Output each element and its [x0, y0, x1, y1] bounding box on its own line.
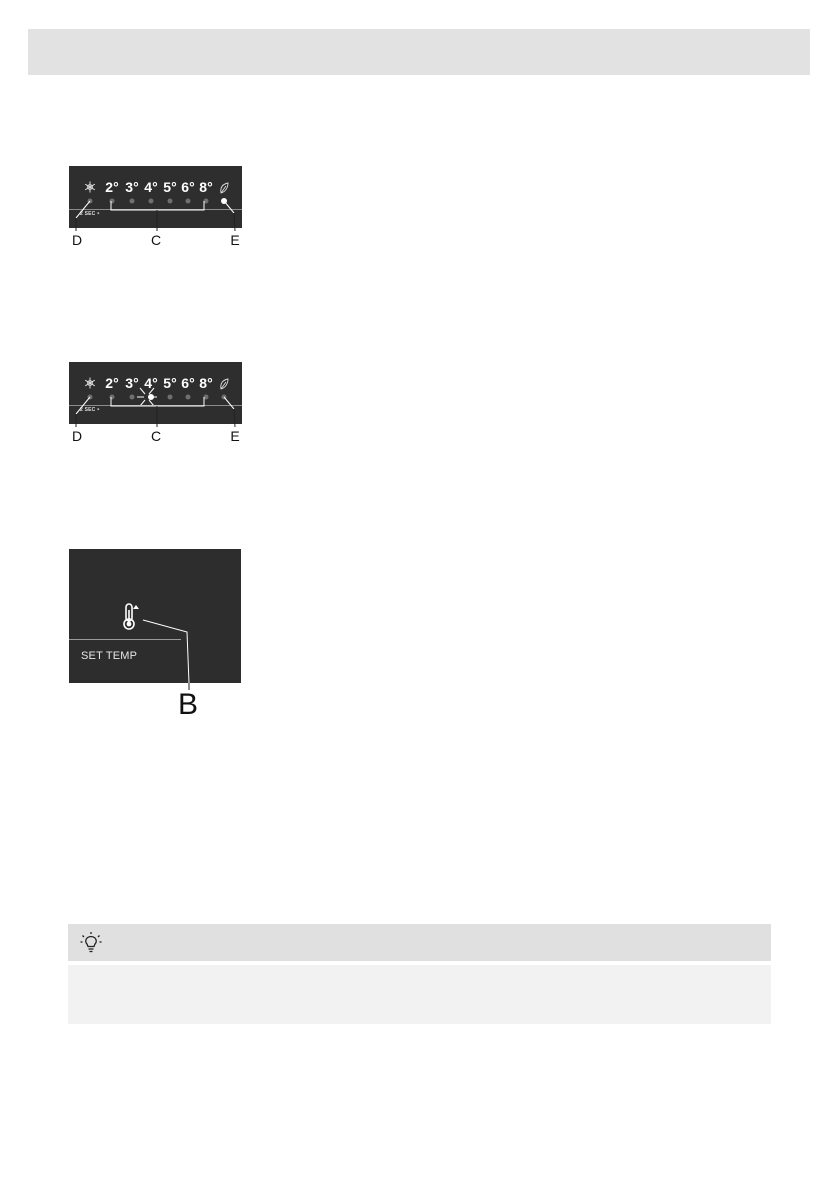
- control-panel-figure-1: [69, 166, 242, 228]
- indicator-dot-eco-mode: [88, 199, 93, 204]
- indicator-dot: [110, 199, 115, 204]
- callout-d-figure-1: D: [71, 232, 83, 248]
- indicator-dot: [168, 199, 173, 204]
- indicator-dot: [168, 395, 173, 400]
- indicator-dot: [186, 395, 191, 400]
- set-temp-panel: [69, 549, 241, 683]
- control-panel-figure-2: [69, 362, 242, 424]
- indicator-dot: [222, 395, 227, 400]
- leaf-icon: [219, 378, 229, 390]
- hold-hint: [80, 211, 100, 217]
- thermometer-icon: ‣: [97, 211, 101, 217]
- hint-text: 2 SEC: [80, 407, 96, 413]
- indicator-dot: [130, 199, 135, 204]
- indicator-dot: [110, 395, 115, 400]
- temp-label-3: 3°: [125, 179, 139, 195]
- temp-label-6: 6°: [181, 179, 195, 195]
- thermometer-icon: ‣: [97, 407, 101, 413]
- temp-label-5: 5°: [163, 375, 177, 391]
- callout-e-figure-1: E: [230, 232, 240, 248]
- temp-label-6: 6°: [181, 375, 195, 391]
- callout-c-figure-2: C: [150, 428, 162, 444]
- snowflake-icon: [84, 377, 96, 389]
- thermometer-icon: [121, 602, 143, 637]
- leaf-icon: [219, 182, 229, 194]
- hint-text: 2 SEC: [80, 211, 96, 217]
- temp-label-4: 4°: [144, 179, 158, 195]
- indicator-dot-leaf-active: [221, 198, 227, 204]
- tip-header: [68, 924, 771, 961]
- blink-rays: [127, 377, 167, 417]
- temp-label-4: 4°: [144, 375, 158, 391]
- temp-label-3: 3°: [125, 375, 139, 391]
- callout-d-figure-2: D: [71, 428, 83, 444]
- panel-divider: [69, 639, 181, 640]
- indicator-dot: [149, 199, 154, 204]
- section-header-bar: [28, 29, 810, 75]
- panel-divider: [69, 405, 242, 406]
- set-temp-label: SET TEMP: [81, 650, 138, 662]
- indicator-dot: [204, 199, 209, 204]
- tip-body: [68, 965, 771, 1024]
- indicator-dot: [204, 395, 209, 400]
- temp-label-5: 5°: [163, 179, 177, 195]
- temp-label-2: 2°: [105, 179, 119, 195]
- snowflake-icon: [84, 181, 96, 193]
- temp-label-8: 8°: [199, 179, 213, 195]
- indicator-dot: [186, 199, 191, 204]
- callout-e-figure-2: E: [230, 428, 240, 444]
- callout-c-figure-1: C: [150, 232, 162, 248]
- panel-divider: [69, 209, 242, 210]
- lightbulb-icon: [79, 931, 103, 960]
- temp-label-8: 8°: [199, 375, 213, 391]
- indicator-dot-eco-mode: [88, 395, 93, 400]
- hold-hint: [80, 407, 100, 413]
- callout-b: B: [178, 688, 199, 721]
- temp-label-2: 2°: [105, 375, 119, 391]
